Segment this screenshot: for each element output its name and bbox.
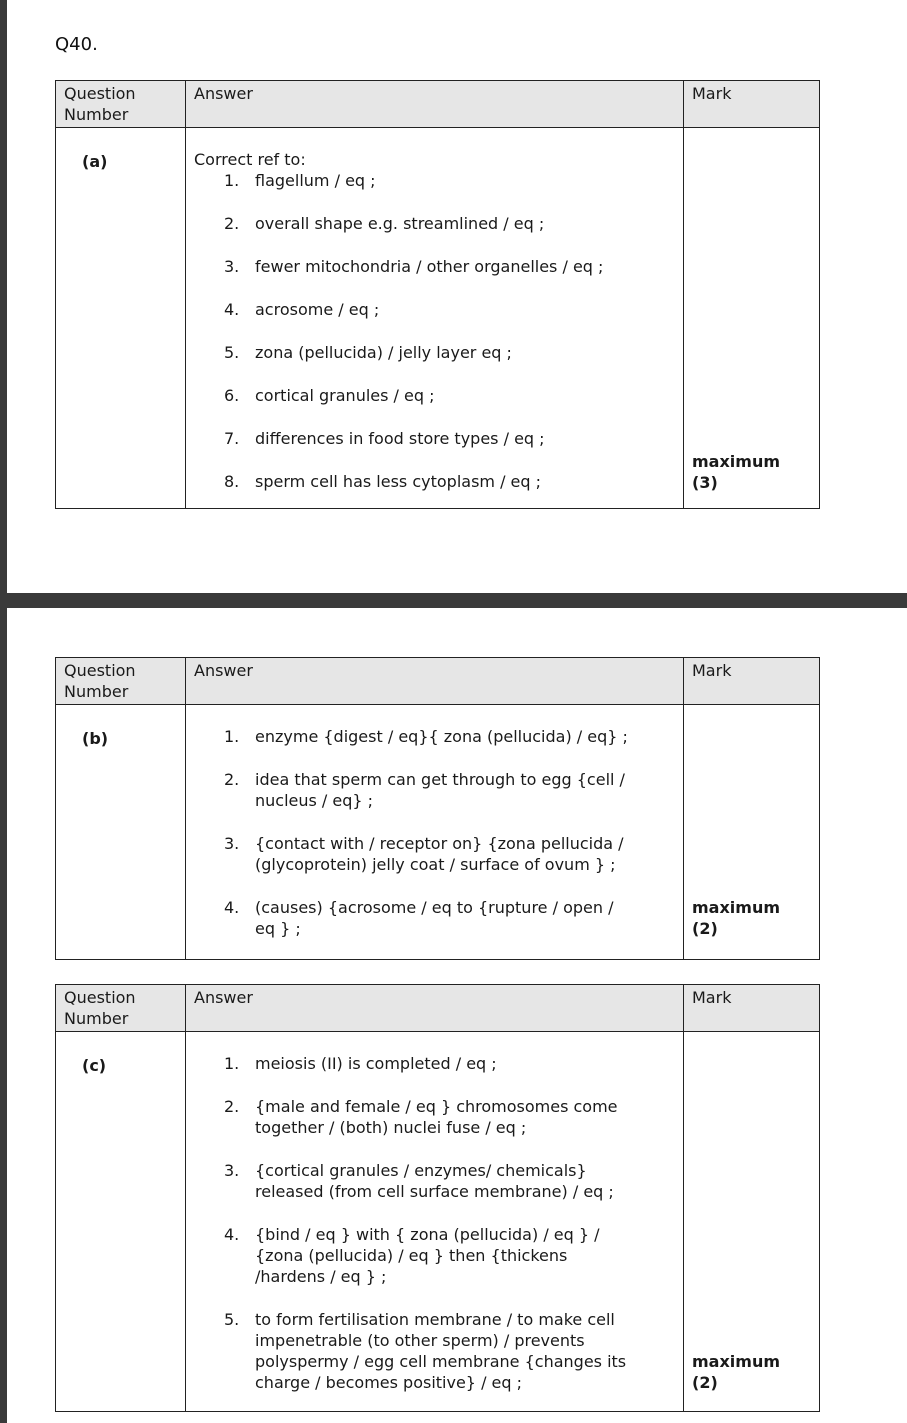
answer-list xyxy=(194,170,675,492)
answer-cell xyxy=(186,705,684,960)
item-text: (causes) {acrosome / eq to {rupture / open / xyxy=(255,898,614,917)
item-text: (glycoprotein) jelly coat / surface of ovum } ; xyxy=(255,855,616,874)
table-header-row xyxy=(56,81,820,128)
item-number: 3. xyxy=(224,834,240,853)
header-question-number: Question Number xyxy=(56,658,186,705)
header-answer: Answer xyxy=(186,81,684,128)
list-item xyxy=(194,897,675,939)
item-number: 2. xyxy=(224,770,240,789)
item-number: 2. xyxy=(224,214,240,233)
item-text: idea that sperm can get through to egg {cell / xyxy=(255,770,625,789)
item-text: {bind / eq } with { zona (pellucida) / eq } / xyxy=(255,1225,600,1244)
item-text: flagellum / eq ; xyxy=(255,171,376,190)
question-label: (b) xyxy=(56,705,186,960)
list-item xyxy=(194,342,675,363)
header-mark: Mark xyxy=(684,658,820,705)
header-answer: Answer xyxy=(186,658,684,705)
answer-cell xyxy=(186,1032,684,1412)
item-text: {contact with / receptor on} {zona pellucida / xyxy=(255,834,624,853)
item-text: to form fertilisation membrane / to make cell xyxy=(255,1310,615,1329)
item-text: enzyme {digest / eq}{ zona (pellucida) / eq} ; xyxy=(255,727,628,746)
list-item xyxy=(194,1096,675,1138)
item-text: nucleus / eq} ; xyxy=(255,791,374,810)
header-question-number: Question Number xyxy=(56,81,186,128)
item-text: acrosome / eq ; xyxy=(255,300,380,319)
list-item xyxy=(194,471,675,492)
item-number: 6. xyxy=(224,386,240,405)
item-text: differences in food store types / eq ; xyxy=(255,429,545,448)
answer-list xyxy=(194,1053,675,1393)
mark-cell xyxy=(684,1032,820,1412)
question-title: Q40. xyxy=(55,34,98,55)
item-number: 5. xyxy=(224,1310,240,1329)
item-number: 4. xyxy=(224,898,240,917)
header-mark: Mark xyxy=(684,81,820,128)
item-number: 3. xyxy=(224,1161,240,1180)
page-separator xyxy=(0,593,907,608)
header-answer: Answer xyxy=(186,985,684,1032)
item-number: 7. xyxy=(224,429,240,448)
list-item xyxy=(194,428,675,449)
item-text: {cortical granules / enzymes/ chemicals} xyxy=(255,1161,587,1180)
item-text: released (from cell surface membrane) / eq ; xyxy=(255,1182,614,1201)
markscheme-table-b xyxy=(55,657,820,960)
item-text: fewer mitochondria / other organelles / eq ; xyxy=(255,257,604,276)
table-header-row xyxy=(56,658,820,705)
mark-cell xyxy=(684,705,820,960)
mark-label: maximum xyxy=(692,1352,781,1371)
list-item xyxy=(194,769,675,811)
answer-cell xyxy=(186,128,684,509)
item-text: {male and female / eq } chromosomes come xyxy=(255,1097,618,1116)
question-label: (c) xyxy=(56,1032,186,1412)
table-row xyxy=(56,128,820,509)
table-row xyxy=(56,1032,820,1412)
mark-value: (2) xyxy=(692,919,718,938)
item-number: 3. xyxy=(224,257,240,276)
list-item xyxy=(194,256,675,277)
list-item xyxy=(194,833,675,875)
table-row xyxy=(56,705,820,960)
list-item xyxy=(194,385,675,406)
list-item xyxy=(194,1309,675,1393)
left-scrollbar-edge xyxy=(0,0,7,1423)
header-question-number: Question Number xyxy=(56,985,186,1032)
list-item xyxy=(194,170,675,191)
item-text: cortical granules / eq ; xyxy=(255,386,435,405)
item-number: 1. xyxy=(224,727,240,746)
item-text: polyspermy / egg cell membrane {changes its xyxy=(255,1352,627,1371)
table-header-row xyxy=(56,985,820,1032)
list-item xyxy=(194,726,675,747)
item-number: 2. xyxy=(224,1097,240,1116)
item-text: sperm cell has less cytoplasm / eq ; xyxy=(255,472,542,491)
mark-label: maximum xyxy=(692,452,781,471)
header-mark: Mark xyxy=(684,985,820,1032)
question-label: (a) xyxy=(56,128,186,509)
item-number: 8. xyxy=(224,472,240,491)
item-number: 4. xyxy=(224,300,240,319)
answer-list xyxy=(194,726,675,939)
item-text: eq } ; xyxy=(255,919,301,938)
item-number: 1. xyxy=(224,1054,240,1073)
item-text: meiosis (II) is completed / eq ; xyxy=(255,1054,497,1073)
markscheme-table-a xyxy=(55,80,820,509)
item-text: overall shape e.g. streamlined / eq ; xyxy=(255,214,545,233)
item-text: impenetrable (to other sperm) / prevents xyxy=(255,1331,585,1350)
item-text: zona (pellucida) / jelly layer eq ; xyxy=(255,343,512,362)
item-number: 1. xyxy=(224,171,240,190)
item-number: 4. xyxy=(224,1225,240,1244)
list-item xyxy=(194,1224,675,1287)
list-item xyxy=(194,1053,675,1074)
list-item xyxy=(194,299,675,320)
mark-label: maximum xyxy=(692,898,781,917)
list-item xyxy=(194,213,675,234)
item-text: together / (both) nuclei fuse / eq ; xyxy=(255,1118,527,1137)
item-number: 5. xyxy=(224,343,240,362)
item-text: /hardens / eq } ; xyxy=(255,1267,387,1286)
mark-value: (3) xyxy=(692,473,718,492)
answer-intro: Correct ref to: xyxy=(194,150,306,169)
item-text: charge / becomes positive} / eq ; xyxy=(255,1373,523,1392)
mark-cell xyxy=(684,128,820,509)
markscheme-table-c xyxy=(55,984,820,1412)
mark-value: (2) xyxy=(692,1373,718,1392)
item-text: {zona (pellucida) / eq } then {thickens xyxy=(255,1246,568,1265)
list-item xyxy=(194,1160,675,1202)
